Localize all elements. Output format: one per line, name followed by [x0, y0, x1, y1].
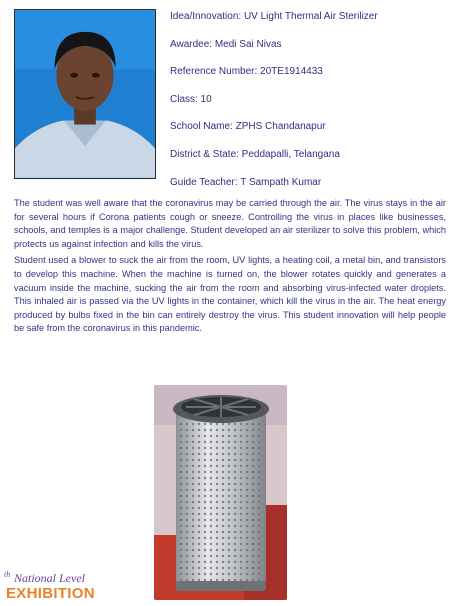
description-paragraph-2: Student used a blower to suck the air from the room, UV lights, a heating coil, a metal bin, and transistors to develop this machine. When the machine is turned on, the blower rotates quickly and generates a vacuum inside the machine, sucking the air from the room and absorbing virus-infected water droplets. This inhaled air is passed via the UV lights in the container, which kill the virus in the air. The heat energy produced by bulbs fixed in the bin can entirely destroy the virus. This student innovation will help people be safe from the coronavirus in this pandemic.: [14, 255, 446, 334]
district-state-label: District & State: Peddapalli, Telangana: [170, 148, 340, 160]
reference-number-label: Reference Number: 20TE1914433: [170, 66, 323, 78]
student-portrait: [14, 9, 156, 179]
idea-label: Idea/Innovation: UV Light Thermal Air Sterilizer: [170, 11, 378, 22]
badge-national-level-text: National Level: [14, 571, 85, 585]
national-exhibition-logo: [4, 568, 114, 606]
description-paragraph-1: The student was well aware that the coronavirus may be carried through the air. The virus stays in the air for several hours if Corona patients cough or sneeze. Controlling the virus in places like businesses, schools, and temples is a major challenge. Student developed an air sterilizer to solve this problem, which protects us against infection and kills the virus.: [14, 198, 446, 249]
badge-ordinal-suffix: th: [4, 570, 11, 579]
air-sterilizer-photo: [154, 385, 287, 600]
badge-exhibition-text: EXHIBITION: [6, 585, 95, 602]
guide-teacher-label: Guide Teacher: T Sampath Kumar: [170, 176, 322, 188]
school-name-label: School Name: ZPHS Chandanapur: [170, 121, 326, 133]
innovation-description: [14, 197, 446, 339]
class-label: Class: 10: [170, 93, 212, 105]
award-details: [170, 10, 455, 203]
awardee-label: Awardee: Medi Sai Nivas: [170, 38, 282, 50]
